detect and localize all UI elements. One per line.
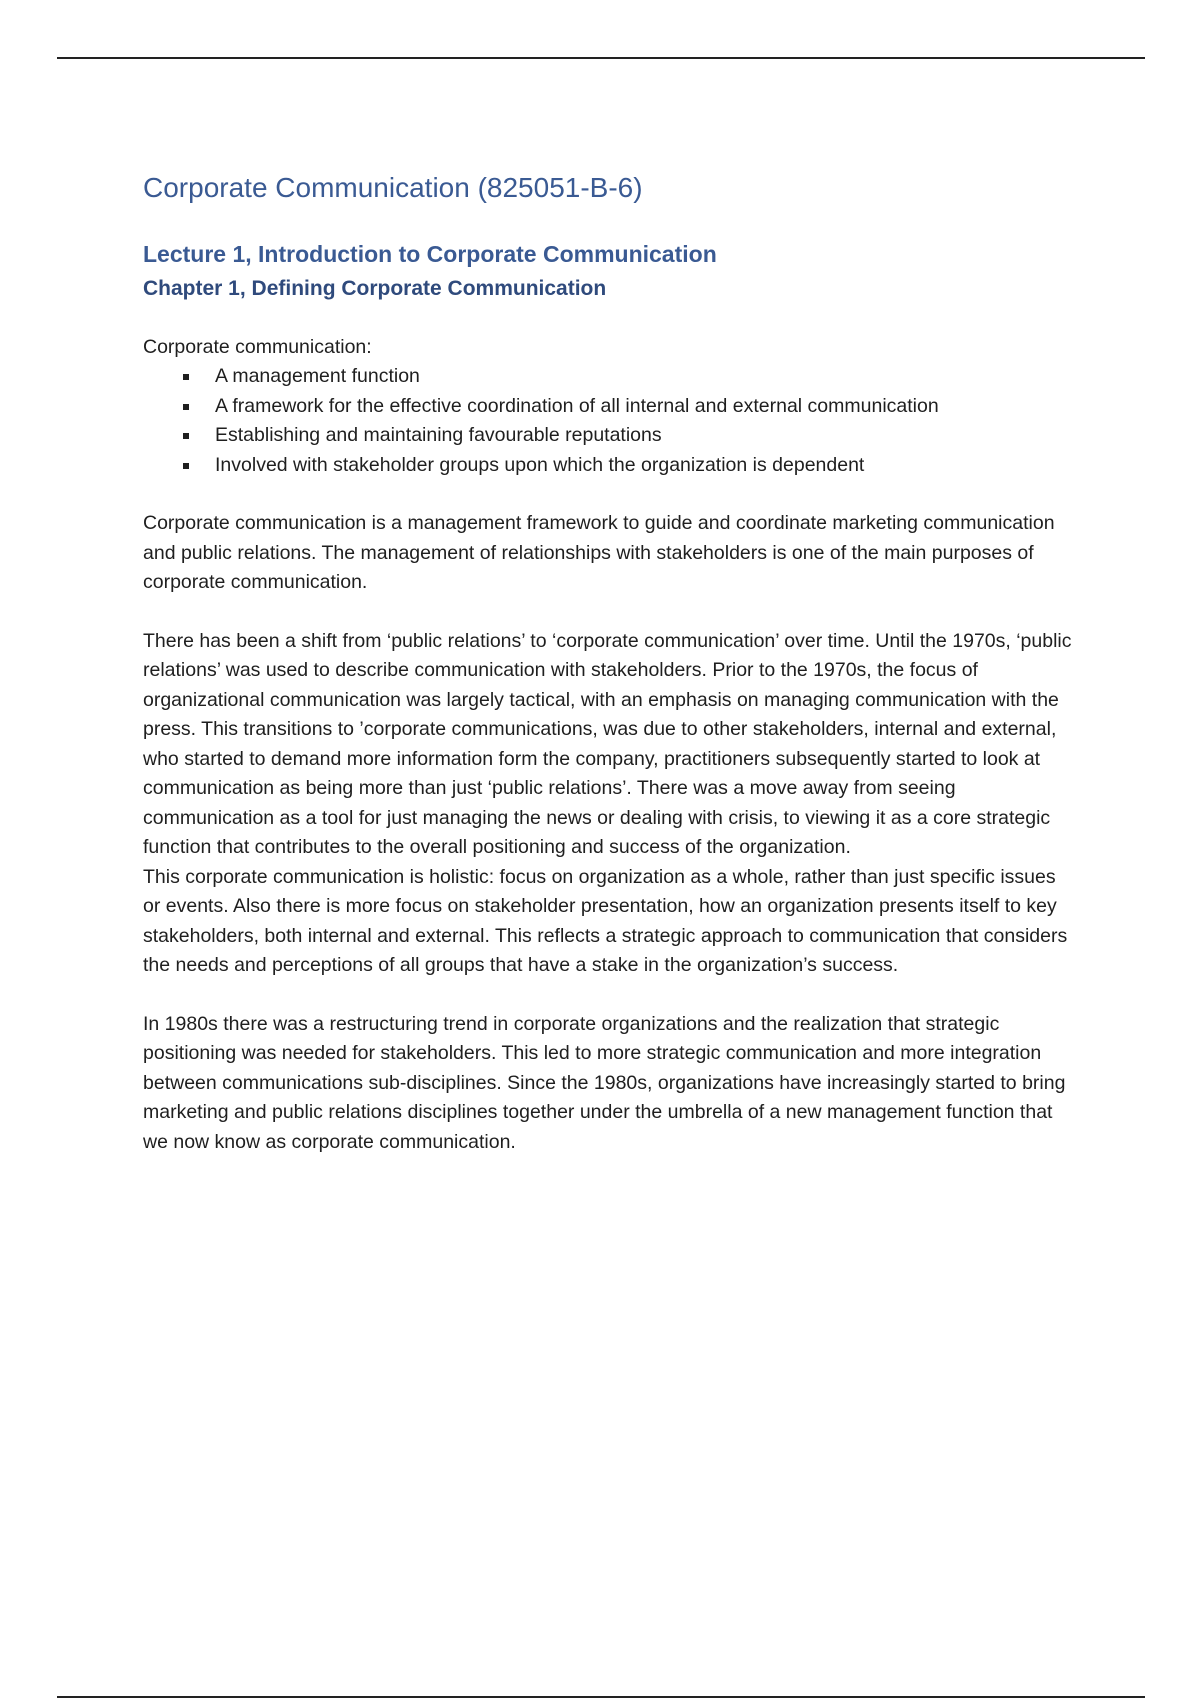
list-item-text: Establishing and maintaining favourable reputations — [215, 424, 662, 446]
bullet-square-icon — [183, 463, 189, 469]
list-item-text: Involved with stakeholder groups upon which the organization is dependent — [215, 453, 865, 476]
chapter-heading: Chapter 1, Defining Corporate Communication — [143, 277, 607, 300]
lecture-heading: Lecture 1, Introduction to Corporate Communication — [143, 241, 717, 267]
paragraph-history: There has been a shift from ‘public relations’ to ‘corporate communication’ over time. Until the 1970s, ‘public relations’ was used to describe communication with stakeholders. Prior to the 1970s, the focus of organizational communication was largely tactical, with an emphasis on managing communication with the press. This transitions to ’corporate communications, was due to other stakeholders, internal and external, who started to demand more information form the company, practitioners subsequently started to look at communication as being more than just ‘public relations’. There was a move away from seeing communication as a tool for just managing the news or dealing with crisis, to viewing it as a core strategic function that contributes to the overall positioning and success of the organization. — [143, 629, 1072, 858]
document-content — [143, 168, 1073, 1157]
top-rule — [57, 57, 1145, 59]
list-item — [183, 392, 1073, 422]
list-item — [183, 451, 1073, 481]
bottom-rule — [57, 1696, 1145, 1698]
paragraph-definition: Corporate communication is a management framework to guide and coordinate marketing communication and public relations. The management of relationships with stakeholders is one of the main purposes of corporate communication. — [143, 512, 1055, 593]
list-item — [183, 421, 1073, 451]
paragraph-1980s: In 1980s there was a restructuring trend in corporate organizations and the realization that strategic positioning was needed for stakeholders. This led to more strategic communication and more integration between communications sub-disciplines. Since the 1980s, organizations have increasingly started to bring marketing and public relations disciplines together under the umbrella of a new management function that we now know as corporate communication. — [143, 1012, 1066, 1153]
list-item — [183, 362, 1073, 392]
document-title: Corporate Communication (825051-B-6) — [143, 172, 643, 203]
bullet-square-icon — [183, 433, 189, 439]
bullet-square-icon — [183, 404, 189, 410]
paragraph-holistic: This corporate communication is holistic: focus on organization as a whole, rather than just specific issues or events. Also there is more focus on stakeholder presentation, how an organization presents itself to key stakeholders, both internal and external. This reflects a strategic approach to communication that considers the needs and perceptions of all groups that have a stake in the organization’s success. — [143, 865, 1068, 976]
list-item-text: A framework for the effective coordination of all internal and external communication — [215, 394, 939, 417]
bullet-square-icon — [183, 374, 189, 380]
list-item-text: A management function — [215, 365, 420, 387]
definition-list — [143, 362, 1073, 480]
intro-label: Corporate communication: — [143, 336, 372, 358]
